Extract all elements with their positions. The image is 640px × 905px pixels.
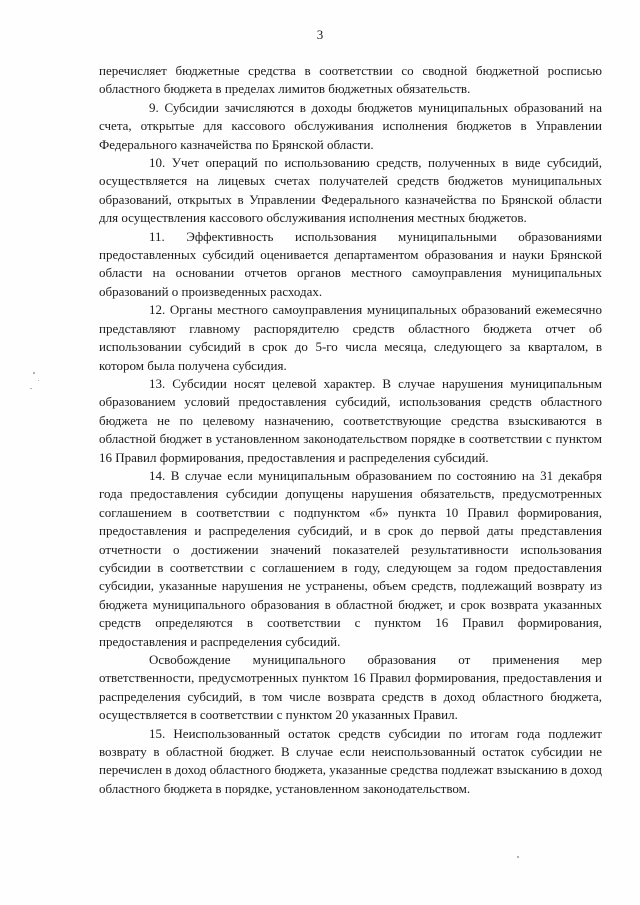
paragraph-10: 10. Учет операций по использованию средств, полученных в виде субсидий, осуществляется на лицевых счетах получателей средств бюджетов муниципальных образований, открытых в Управлении Федерального казначейства по Брянской области для осуществления кассового обслуживания исполнения местных бюджетов. — [99, 155, 602, 226]
scan-speck — [33, 372, 35, 374]
paragraph-8-continuation: перечисляет бюджетные средства в соответствии со сводной бюджетной росписью областного бюджета в пределах лимитов бюджетных обязательств. — [99, 63, 602, 97]
scan-speck — [30, 388, 32, 389]
paragraph-11: 11. Эффективность использования муниципальными образованиями предоставленных субсидий оценивается департаментом образования и науки Брянской области на основании отчетов органов местного самоуправления муниципальных образований о произведенных расходах. — [99, 228, 602, 299]
paragraph-13: 13. Субсидии носят целевой характер. В случае нарушения муниципальным образованием условий предоставления субсидий, использования средств областного бюджета не по целевому назначению, соответствующие средства взыскиваются в областной бюджет в установленном законодательством порядке в соответствии с пунктом 16 Правил формирования, предоставления и распределения субсидий. — [99, 375, 602, 465]
paragraph-14-release: Освобождение муниципального образования от применения мер ответственности, предусмотренных пунктом 16 Правил формирования, предоставления и распределения субсидий, в том числе возврата средств в доход областного бюджета, осуществляется в соответствии с пунктом 20 указанных Правил. — [99, 652, 602, 723]
paragraph-9: 9. Субсидии зачисляются в доходы бюджетов муниципальных образований на счета, открытые для кассового обслуживания исполнения бюджетов в Управлении Федерального казначейства по Брянской области. — [99, 99, 602, 152]
scan-speck — [517, 856, 519, 858]
page-number: 3 — [316, 27, 324, 42]
paragraph-12: 12. Органы местного самоуправления муниципальных образований ежемесячно представляют главному распорядителю средств областного бюджета отчет об использовании субсидий в срок до 5-го числа месяца, следующего за кварталом, в котором была получена субсидия. — [99, 302, 602, 373]
document-body — [99, 62, 602, 798]
scan-speck — [38, 380, 39, 381]
paragraph-14: 14. В случае если муниципальным образованием по состоянию на 31 декабря года предоставления субсидии допущены нарушения обязательств, предусмотренных соглашением в соответствии с подпунктом «б» пункта 10 Правил формирования, предоставления и распределения субсидий, и в срок до первой даты представления отчетности о достижении значений показателей результативности использования субсидии в соответствии с соглашением в году, следующем за годом предоставления субсидии, указанные нарушения не устранены, объем средств, подлежащий возврату из бюджета муниципального образования в областной бюджет, и срок возврата указанных средств определяются в соответствии с пунктом 16 Правил формирования, предоставления и распределения субсидий. — [99, 467, 602, 649]
paragraph-15: 15. Неиспользованный остаток средств субсидии по итогам года подлежит возврату в областной бюджет. В случае если неиспользованный остаток субсидии не перечислен в доход областного бюджета, указанные средства подлежат взысканию в доход областного бюджета в порядке, установленном законодательством. — [99, 725, 602, 796]
